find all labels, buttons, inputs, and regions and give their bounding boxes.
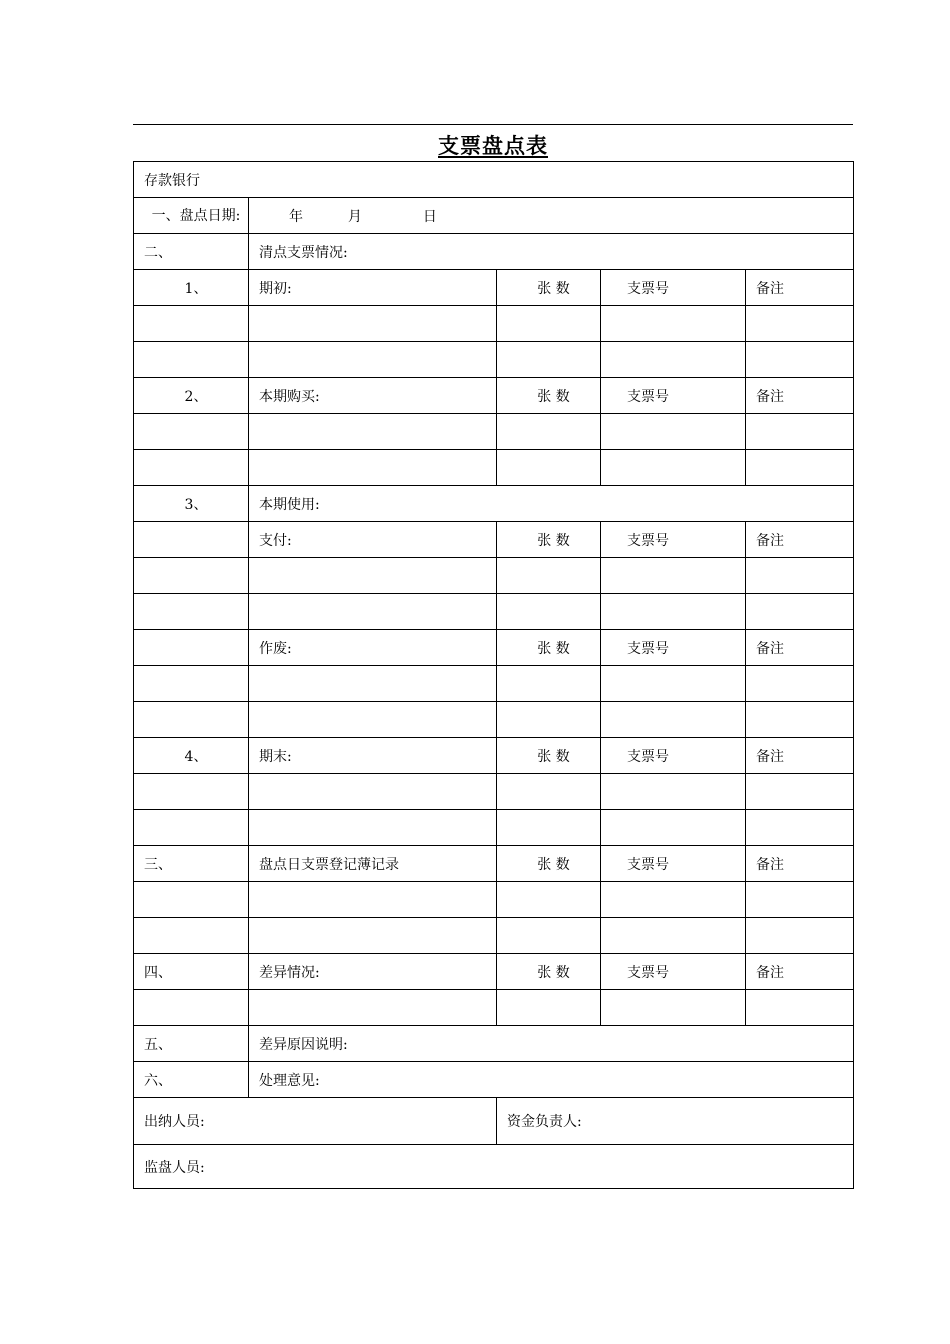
note-header: 备注 (746, 738, 854, 774)
cheque-count-form (133, 161, 854, 1189)
count-header: 张 数 (497, 954, 601, 990)
table-row (134, 558, 854, 594)
date-label: 一、盘点日期: (134, 198, 249, 234)
count-header: 张 数 (497, 378, 601, 414)
note-header: 备注 (746, 846, 854, 882)
count-header: 张 数 (497, 270, 601, 306)
item-2-num: 2、 (134, 378, 249, 414)
table-row (134, 774, 854, 810)
section-4-label: 差异情况: (249, 954, 497, 990)
month-label: 月 (347, 208, 362, 225)
item-1-label: 期初: (249, 270, 497, 306)
item-2-label: 本期购买: (249, 378, 497, 414)
table-row (134, 882, 854, 918)
date-row (134, 198, 854, 234)
section-2-num: 二、 (134, 234, 249, 270)
table-row (134, 990, 854, 1026)
bank-row (134, 162, 854, 198)
difference-header-row (134, 954, 854, 990)
note-header: 备注 (746, 270, 854, 306)
fund-manager-signature[interactable]: 资金负责人: (497, 1098, 854, 1145)
reason-row (134, 1026, 854, 1062)
top-rule (133, 124, 853, 125)
table-row (134, 306, 854, 342)
register-header-row (134, 846, 854, 882)
count-header: 张 数 (497, 630, 601, 666)
signature-row (134, 1098, 854, 1145)
item-4-label: 期末: (249, 738, 497, 774)
section-3-label: 盘点日支票登记薄记录 (249, 846, 497, 882)
table-row (134, 414, 854, 450)
cheque-no-header: 支票号 (601, 846, 746, 882)
day-label: 日 (422, 208, 437, 225)
section-5-label[interactable]: 差异原因说明: (249, 1026, 854, 1062)
section-6-label[interactable]: 处理意见: (249, 1062, 854, 1098)
note-header: 备注 (746, 522, 854, 558)
void-header-row (134, 630, 854, 666)
payment-label: 支付: (249, 522, 497, 558)
supervisor-row (134, 1145, 854, 1189)
supervisor-signature[interactable]: 监盘人员: (134, 1145, 854, 1189)
cheque-no-header: 支票号 (601, 630, 746, 666)
table-row (134, 702, 854, 738)
cheque-no-header: 支票号 (601, 522, 746, 558)
cheque-no-header: 支票号 (601, 378, 746, 414)
item-1-num: 1、 (134, 270, 249, 306)
bank-label: 存款银行 (134, 162, 854, 198)
table-row (134, 450, 854, 486)
section-6-num: 六、 (134, 1062, 249, 1098)
closing-header-row (134, 738, 854, 774)
note-header: 备注 (746, 378, 854, 414)
cheque-no-header: 支票号 (601, 738, 746, 774)
table-row (134, 918, 854, 954)
cheque-no-header: 支票号 (601, 954, 746, 990)
year-label: 年 (289, 208, 303, 225)
opening-header-row (134, 270, 854, 306)
count-header: 张 数 (497, 738, 601, 774)
item-3-num: 3、 (134, 486, 249, 522)
section-2-label: 清点支票情况: (249, 234, 854, 270)
payment-header-row (134, 522, 854, 558)
count-header: 张 数 (497, 522, 601, 558)
note-header: 备注 (746, 630, 854, 666)
table-row (134, 666, 854, 702)
table-row (134, 342, 854, 378)
section-4-num: 四、 (134, 954, 249, 990)
void-label: 作废: (249, 630, 497, 666)
table-row (134, 810, 854, 846)
usage-row (134, 486, 854, 522)
item-3-label: 本期使用: (249, 486, 854, 522)
purchase-header-row (134, 378, 854, 414)
table-row (134, 594, 854, 630)
note-header: 备注 (746, 954, 854, 990)
date-field[interactable] (249, 198, 854, 234)
cashier-signature[interactable]: 出纳人员: (134, 1098, 497, 1145)
page-title: 支票盘点表 (438, 133, 548, 158)
item-4-num: 4、 (134, 738, 249, 774)
section-3-num: 三、 (134, 846, 249, 882)
opinion-row (134, 1062, 854, 1098)
section-5-num: 五、 (134, 1026, 249, 1062)
cheque-no-header: 支票号 (601, 270, 746, 306)
count-header: 张 数 (497, 846, 601, 882)
section-2-row (134, 234, 854, 270)
